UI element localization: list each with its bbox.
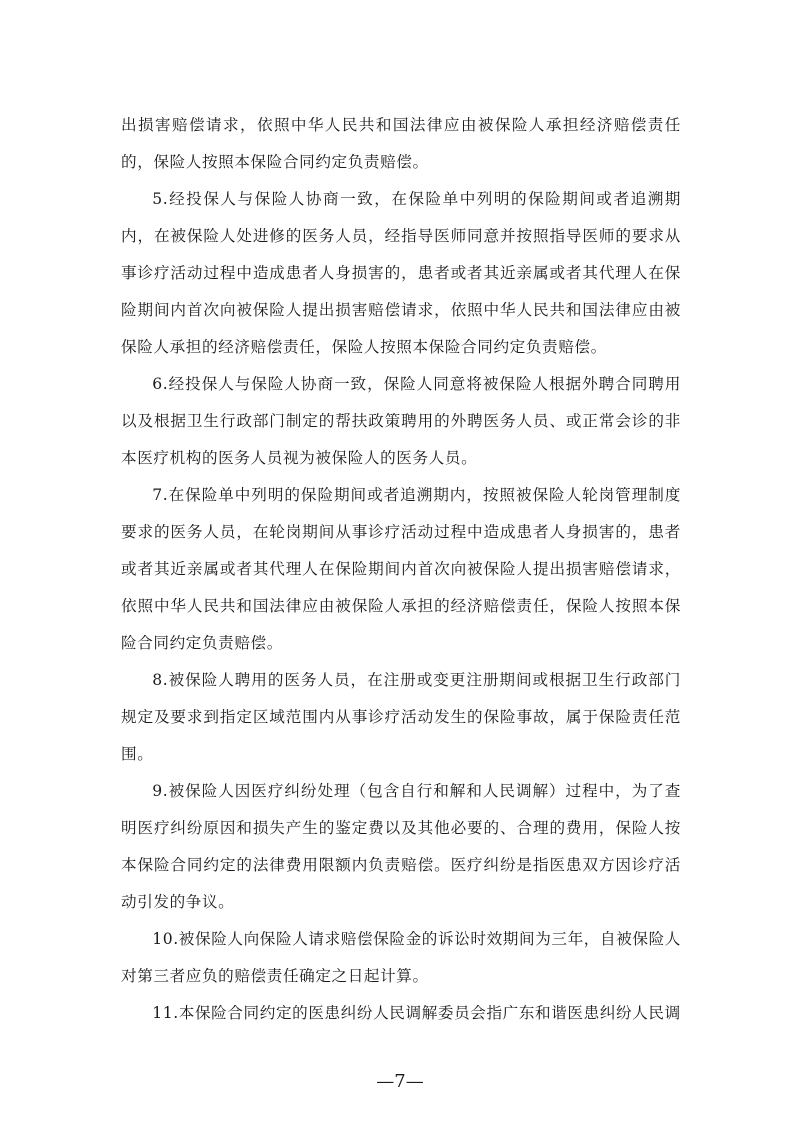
paragraph-clause-9: 9.被保险人因医疗纠纷处理（包含自行和解和人民调解）过程中，为了查明医疗纠纷原因和损失产生的鉴定费以及其他必要的、合理的费用，保险人按本保险合同约定的法律费用限额内负责赔偿。医疗纠纷是指医患双方因诊疗活动引发的争议。 bbox=[121, 782, 681, 911]
paragraph-clause-5: 5.经投保人与保险人协商一致，在保险单中列明的保险期间或者追溯期内，在被保险人处进修的医务人员，经指导医师同意并按照指导医师的要求从事诊疗活动过程中造成患者人身损害的，患者或者其近亲属或者其代理人在保险期间内首次向被保险人提出损害赔偿请求，依照中华人民共和国法律应由被保险人承担的经济赔偿责任，保险人按照本保险合同约定负责赔偿。 bbox=[121, 190, 681, 356]
paragraph-clause-6: 6.经投保人与保险人协商一致，保险人同意将被保险人根据外聘合同聘用以及根据卫生行政部门制定的帮扶政策聘用的外聘医务人员、或正常会诊的非本医疗机构的医务人员视为被保险人的医务人员。 bbox=[121, 375, 681, 467]
page-number: —7— bbox=[376, 1071, 424, 1092]
document-body bbox=[121, 107, 681, 1032]
paragraph-clause-11: 11.本保险合同约定的医患纠纷人民调解委员会指广东和谐医患纠纷人民调 bbox=[152, 1004, 681, 1022]
paragraph-clause-10: 10.被保险人向保险人请求赔偿保险金的诉讼时效期间为三年，自被保险人对第三者应负的赔偿责任确定之日起计算。 bbox=[121, 930, 681, 985]
paragraph-clause-7: 7.在保险单中列明的保险期间或者追溯期内，按照被保险人轮岗管理制度要求的医务人员，在轮岗期间从事诊疗活动过程中造成患者人身损害的，患者或者其近亲属或者其代理人在保险期间内首次向被保险人提出损害赔偿请求，依照中华人民共和国法律应由被保险人承担的经济赔偿责任，保险人按照本保险合同约定负责赔偿。 bbox=[121, 486, 681, 652]
paragraph-clause-8: 8.被保险人聘用的医务人员，在注册或变更注册期间或根据卫生行政部门规定及要求到指定区域范围内从事诊疗活动发生的保险事故，属于保险责任范围。 bbox=[121, 671, 681, 763]
paragraph-continuation: 出损害赔偿请求，依照中华人民共和国法律应由被保险人承担经济赔偿责任的，保险人按照本保险合同约定负责赔偿。 bbox=[121, 116, 681, 171]
